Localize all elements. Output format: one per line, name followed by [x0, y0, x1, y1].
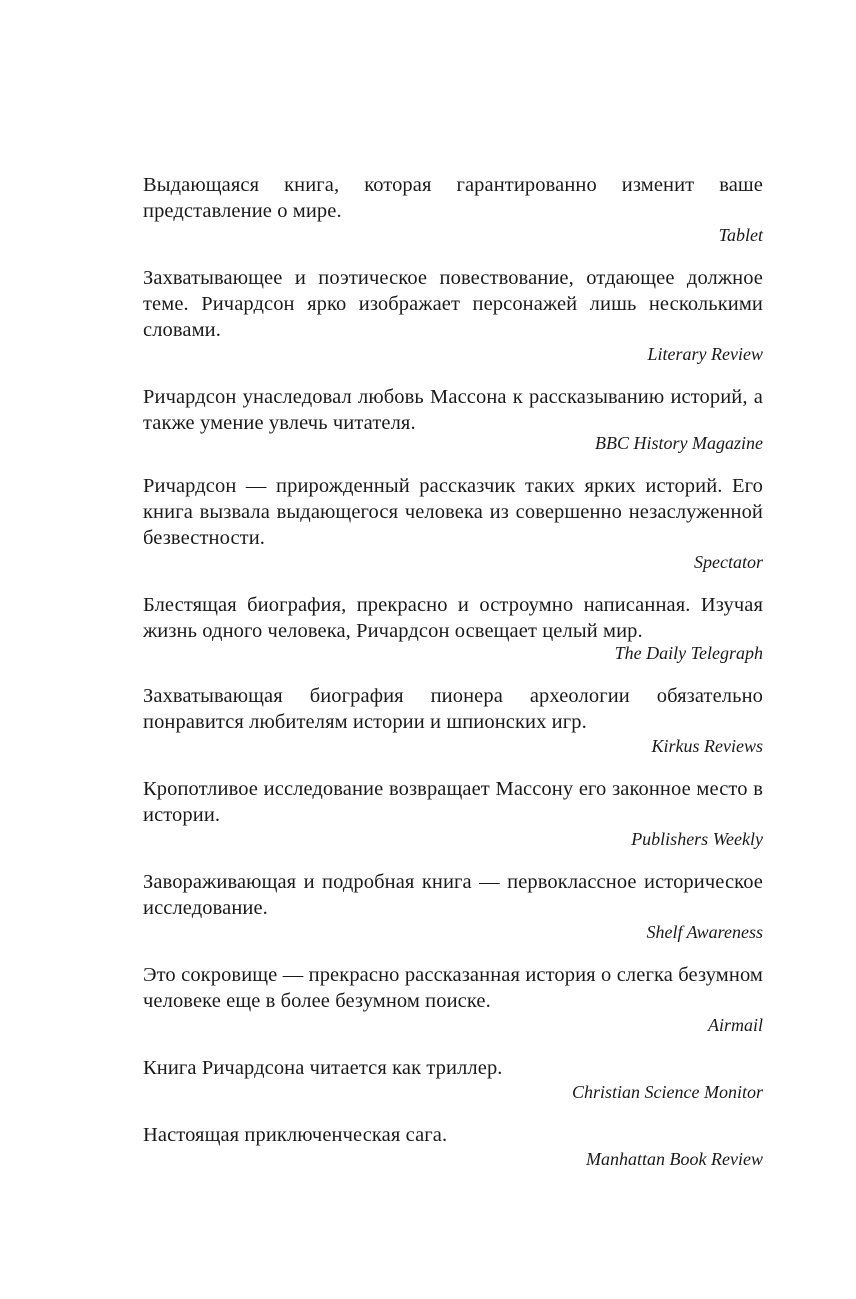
blurb-quote: Захватывающее и поэтическое повествование, отдающее должное теме. Ричардсон ярко изображает персонажей лишь несколькими словами. — [143, 267, 763, 341]
blurb-source: Tablet — [718, 225, 763, 245]
blurb-quote: Выдающаяся книга, которая гарантированно изменит ваше представление о мире. — [143, 174, 763, 222]
blurb-tablet — [143, 172, 763, 246]
blurb-source: Kirkus Reviews — [651, 736, 763, 756]
blurb-christian-science-monitor — [143, 1055, 763, 1103]
blurb-source: Manhattan Book Review — [586, 1149, 763, 1169]
blurb-bbc-history-magazine — [143, 384, 763, 454]
blurb-publishers-weekly — [143, 776, 763, 850]
blurb-quote: Блестящая биография, прекрасно и остроумно написанная. Изучая жизнь одного человека, Ричардсон освещает целый мир. — [143, 594, 763, 642]
blurb-quote: Ричардсон унаследовал любовь Массона к рассказыванию историй, а также умение увлечь читателя. — [143, 386, 763, 434]
blurb-source: Airmail — [707, 1015, 763, 1035]
blurb-source: Spectator — [694, 552, 763, 572]
praise-page — [143, 172, 763, 1170]
blurb-manhattan-book-review — [143, 1122, 763, 1170]
blurb-quote: Ричардсон — прирожденный рассказчик таких ярких историй. Его книга вызвала выдающегося человека из совершенно незаслуженной безвестности. — [143, 475, 763, 549]
blurb-source: The Daily Telegraph — [614, 643, 763, 663]
blurb-quote: Книга Ричардсона читается как триллер. — [143, 1057, 503, 1079]
blurb-kirkus-reviews — [143, 683, 763, 757]
blurb-quote: Кропотливое исследование возвращает Массону его законное место в истории. — [143, 778, 763, 826]
blurb-quote: Это сокровище — прекрасно рассказанная история о слегка безумном человеке еще в более безумном поиске. — [143, 964, 763, 1012]
blurb-source: Literary Review — [647, 344, 763, 364]
blurb-quote: Настоящая приключенческая сага. — [143, 1124, 448, 1146]
blurb-quote: Захватывающая биография пионера археологии обязательно понравится любителям истории и шпионских игр. — [143, 685, 763, 733]
blurb-source: Shelf Awareness — [646, 922, 763, 942]
blurb-literary-review — [143, 265, 763, 365]
blurb-source: Christian Science Monitor — [572, 1082, 763, 1102]
blurb-airmail — [143, 962, 763, 1036]
blurb-spectator — [143, 473, 763, 573]
blurb-daily-telegraph — [143, 592, 763, 664]
blurb-quote: Завораживающая и подробная книга — первоклассное историческое исследование. — [143, 871, 763, 919]
blurb-source: BBC History Magazine — [595, 433, 763, 453]
blurb-source: Publishers Weekly — [631, 829, 763, 849]
blurb-shelf-awareness — [143, 869, 763, 943]
